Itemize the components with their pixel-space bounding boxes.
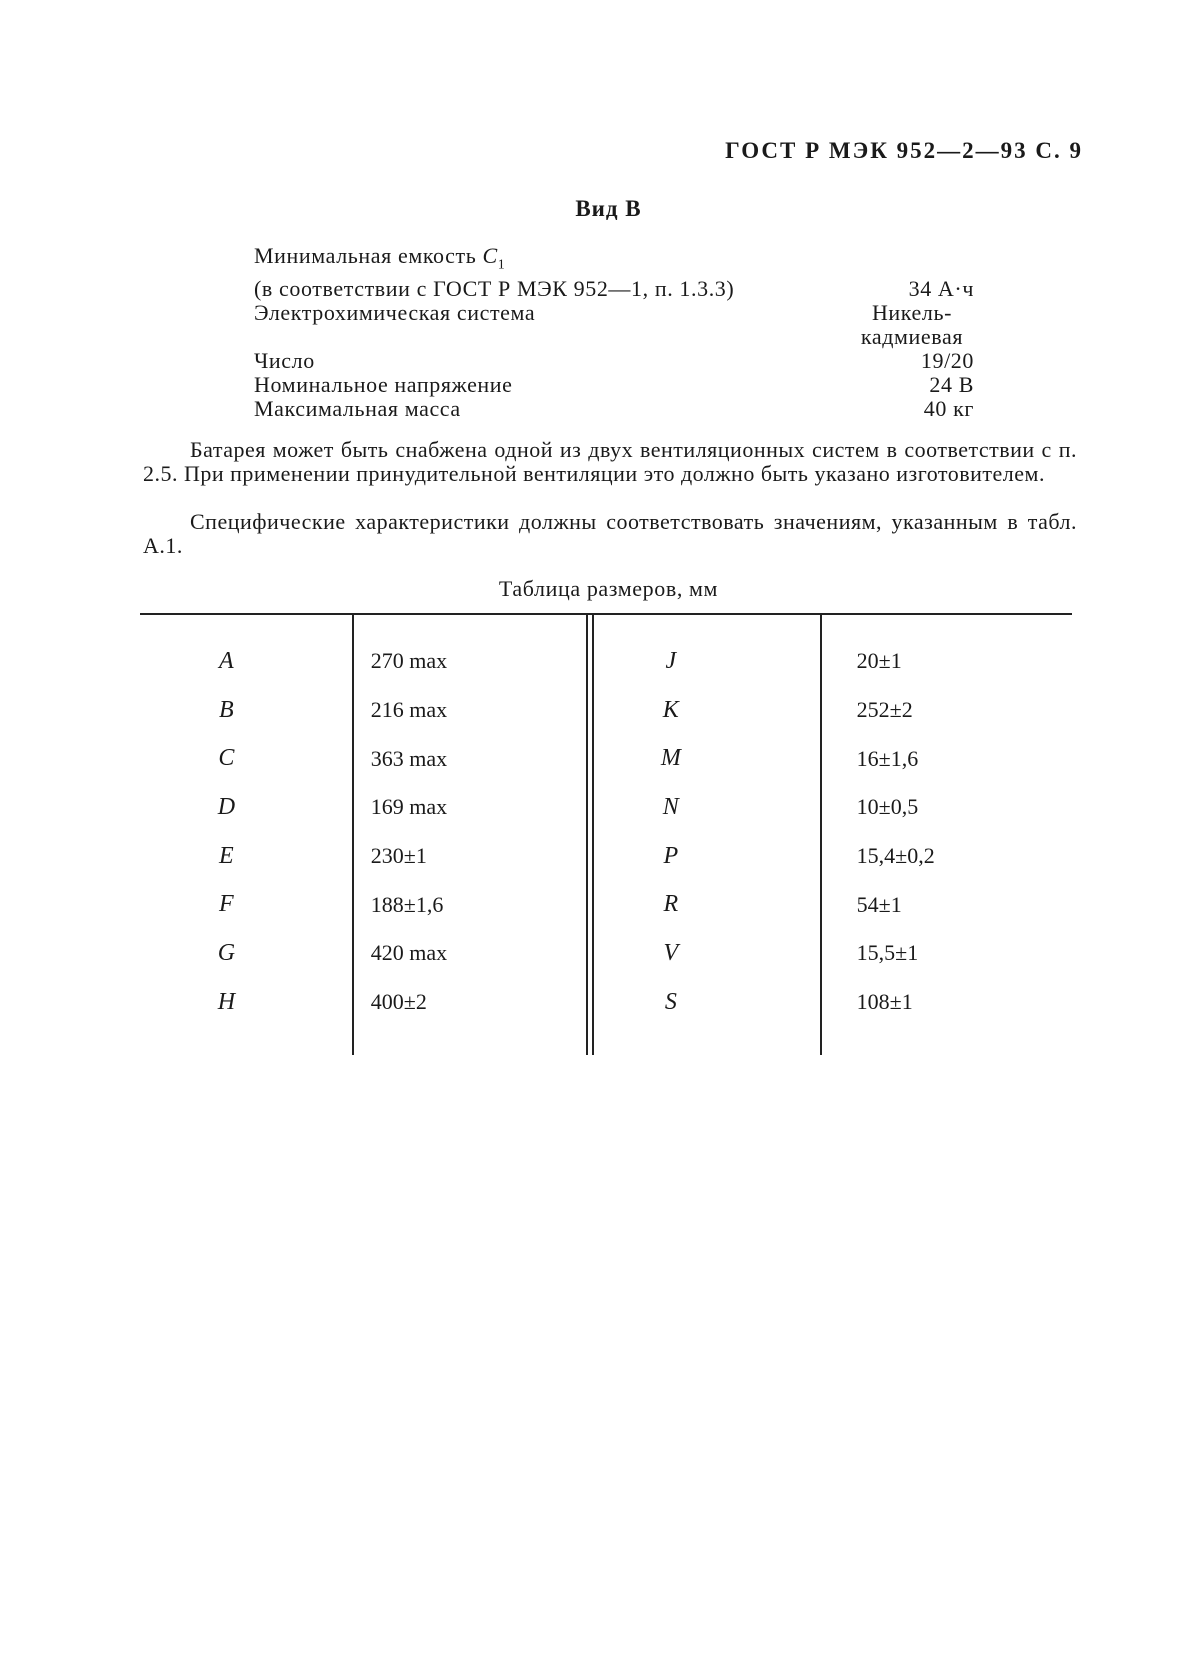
table-row [140, 734, 1072, 783]
dimension-value: 15,5±1 [856, 940, 919, 966]
spec-label: Максимальная масса [254, 396, 461, 422]
spec-label: Номинальное напряжение [254, 372, 513, 398]
spec-value-voltage: 24 В [929, 372, 974, 398]
capacity-symbol: C [482, 243, 498, 268]
table-row [140, 637, 1072, 686]
dimension-letter: M [660, 745, 681, 772]
dimension-letter: N [662, 793, 679, 820]
spec-label: Электрохимическая система [254, 300, 536, 326]
dimension-letter: A [219, 647, 234, 674]
spec-row-chem-system [254, 301, 974, 349]
dimension-letter: R [663, 891, 679, 918]
spec-row-count [254, 349, 974, 373]
dimension-letter: K [662, 696, 679, 723]
dimensions-grid [140, 637, 1072, 1027]
dimension-value: 16±1,6 [856, 745, 919, 771]
spec-value-mass: 40 кг [923, 396, 974, 422]
spec-value-count: 19/20 [920, 348, 974, 374]
dimension-letter: G [217, 939, 236, 966]
dimension-letter: V [663, 939, 679, 966]
dimension-value: 420 max [370, 940, 448, 966]
table-top-rule [140, 613, 1072, 615]
dimension-value: 169 max [370, 794, 448, 820]
capacity-subscript: 1 [497, 257, 506, 273]
dimension-letter: F [219, 891, 234, 918]
dimension-value: 10±0,5 [856, 794, 919, 820]
spec-row-voltage [254, 373, 974, 397]
dimension-letter: D [217, 793, 236, 820]
dimension-value: 252±2 [856, 697, 913, 723]
dimension-value: 188±1,6 [370, 891, 444, 917]
dimension-letter: E [219, 842, 234, 869]
table-row [140, 978, 1072, 1027]
table-row [140, 832, 1072, 881]
table-row [140, 686, 1072, 735]
chem-line1: Никель- [871, 300, 953, 326]
spec-row-min-capacity [254, 244, 974, 277]
table-row [140, 783, 1072, 832]
spec-list [254, 244, 974, 421]
spec-row-reference [254, 277, 974, 301]
spec-label: Число [254, 348, 315, 374]
dimensions-table [140, 613, 1072, 1053]
spec-label: Минимальная емкость $C_1$ [254, 243, 506, 273]
dimension-letter: C [218, 745, 235, 772]
spec-row-mass [254, 397, 974, 421]
dimension-letter: S [664, 988, 677, 1015]
table-caption: Таблица размеров, мм [498, 576, 719, 601]
spec-label: (в соответствии с ГОСТ Р МЭК 952—1, п. 1.3.3) [254, 276, 735, 302]
dimension-value: 108±1 [856, 989, 913, 1015]
dimension-letter: B [219, 696, 234, 723]
dimension-value: 54±1 [856, 891, 902, 917]
page-header: ГОСТ Р МЭК 952—2—93 С. 9 [725, 138, 1083, 163]
spec-value-capacity: 34 А·ч [908, 276, 974, 302]
dimension-letter: P [663, 842, 679, 869]
dimension-letter: J [665, 647, 677, 674]
view-title: Вид В [575, 196, 642, 221]
spec-value-chem-system [842, 301, 982, 349]
dimension-letter: H [217, 988, 236, 1015]
chem-line2: кадмиевая [860, 324, 964, 350]
dimension-value: 400±2 [370, 989, 427, 1015]
dimension-value: 230±1 [370, 843, 427, 869]
table-row [140, 929, 1072, 978]
dimension-value: 216 max [370, 697, 448, 723]
dimension-value: 363 max [370, 745, 448, 771]
paragraph-characteristics: Специфические характеристики должны соответствовать значениям, указанным в табл. А.1. [143, 509, 1077, 558]
dimension-value: 15,4±0,2 [856, 843, 935, 869]
paragraph-ventilation: Батарея может быть снабжена одной из двух вентиляционных систем в соответствии с п. 2.5. При применении принудительной вентиляции это должно быть указано изготовителем. [143, 437, 1077, 486]
dimension-value: 270 max [370, 648, 448, 674]
dimension-value: 20±1 [856, 648, 902, 674]
table-row [140, 880, 1072, 929]
